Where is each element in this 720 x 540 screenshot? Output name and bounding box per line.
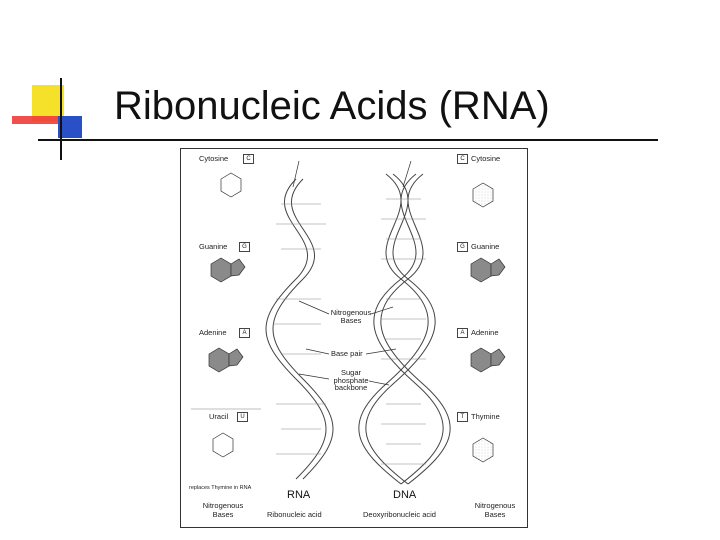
dna-strands: [359, 174, 450, 484]
annotation-nitrogenous-bases: Nitrogenous Bases: [330, 308, 372, 325]
title-underline: [38, 139, 658, 141]
annotation-sugar-backbone: Sugar phosphate backbone: [333, 368, 369, 392]
rna-big-label: RNA: [287, 489, 311, 501]
annotation-base-pair: Base pair: [331, 349, 363, 358]
dna-caption: Deoxyribonucleic acid: [363, 510, 436, 519]
left-base-name-uracil: Uracil: [209, 412, 229, 421]
left-base-letter-c: C: [243, 154, 254, 164]
left-base-name-cytosine: Cytosine: [199, 154, 229, 163]
right-base-name-thymine: Thymine: [471, 412, 500, 421]
left-base-name-guanine: Guanine: [199, 242, 228, 251]
right-base-name-cytosine: Cytosine: [471, 154, 501, 163]
slide-title: Ribonucleic Acids (RNA): [114, 84, 550, 128]
right-base-letter-g: G: [457, 242, 468, 252]
ornament-vertical-line: [60, 78, 62, 160]
rna-caption: Ribonucleic acid: [267, 510, 322, 519]
left-nitrogenous-caption: Nitrogenous Bases: [202, 501, 244, 519]
left-base-letter-a: A: [239, 328, 250, 338]
left-base-letter-g: G: [239, 242, 250, 252]
rna-strand: [266, 179, 333, 479]
left-base-name-adenine: Adenine: [199, 328, 227, 337]
uracil-note: replaces Thymine in RNA: [189, 485, 252, 491]
dna-big-label: DNA: [393, 489, 417, 501]
right-base-letter-a: A: [457, 328, 468, 338]
rna-dna-figure: [180, 148, 528, 528]
right-base-letter-c: C: [457, 154, 468, 164]
left-base-letter-u: U: [237, 412, 248, 422]
ornament-red-bar: [12, 116, 62, 124]
helix-illustration: [181, 149, 528, 528]
right-base-letter-t: T: [457, 412, 468, 422]
right-nitrogenous-caption: Nitrogenous Bases: [474, 501, 516, 519]
right-base-name-adenine: Adenine: [471, 328, 499, 337]
right-base-name-guanine: Guanine: [471, 242, 500, 251]
